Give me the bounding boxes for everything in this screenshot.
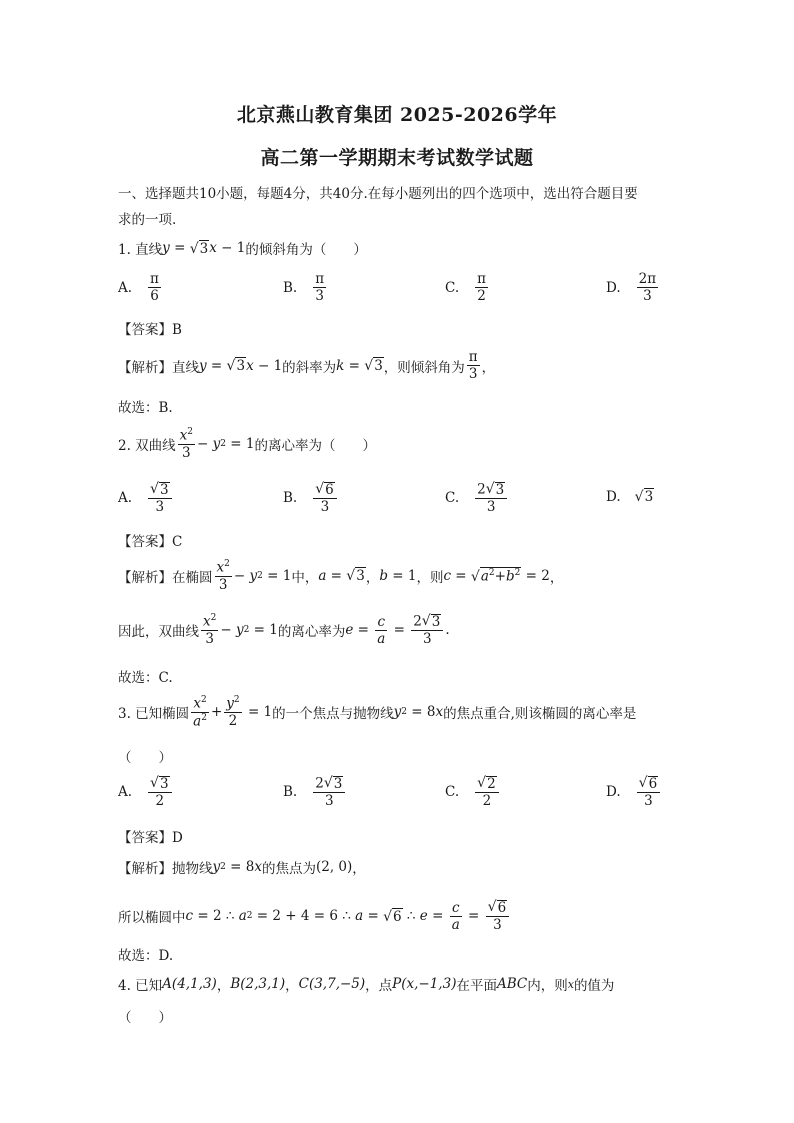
q1-answer: 【答案】B bbox=[118, 322, 182, 338]
q1-option-c[interactable]: C. $\frac{\pi}{2}$ bbox=[445, 271, 487, 305]
q3-analysis-line-1: 【解析】 抛物线 y 2 = 8 x 的焦点为 (2, 0) ， bbox=[118, 859, 366, 877]
q2-option-a[interactable]: A. √ 3 3 bbox=[118, 482, 174, 514]
question-4-stem: 4. 已知 A(4,1,3) ， B(2,3,1) ， C(3,7,−5) ，点 P(x,−1,3) 在平面 ABC 内，则 x 的值为 bbox=[118, 976, 615, 994]
q3-option-d[interactable]: D. √ 6 3 bbox=[606, 776, 662, 808]
section-instructions-line-2: 求的一项. bbox=[118, 212, 177, 228]
q2-option-d[interactable]: D. √ 3 bbox=[606, 488, 654, 505]
title-line-2: 高二第一学期期末考试数学试题 bbox=[260, 147, 534, 169]
q3-analysis-line-2: 所以椭圆中 c = 2 ∴ a 2 = 2 + 4 = 6 ∴ a = √ 6 ∴ e = $\frac{c}{a}$ = √ 6 3 bbox=[118, 900, 511, 932]
q2-conclusion: 故选：C. bbox=[118, 670, 173, 686]
question-2-stem: 2. 双曲线 $\frac{x^2}{3}$ − y 2 = 1 的离心率为（ ） bbox=[118, 427, 376, 461]
q2-answer: 【答案】C bbox=[118, 534, 183, 550]
q3-conclusion: 故选：D. bbox=[118, 948, 174, 964]
question-3-stem: 3. 已知椭圆 $\frac{x^2}{a^2}$ + $\frac{y^2}{2}$ = 1 的一个焦点与抛物线 y 2 = 8 x 的焦点重合,则该椭圆的离心率是 bbox=[118, 695, 637, 730]
q3-option-a[interactable]: A. √ 3 2 bbox=[118, 776, 174, 808]
question-1-suffix: 的倾斜角为（ ） bbox=[245, 242, 367, 258]
math-y-equals: y bbox=[162, 240, 170, 256]
q3-option-b[interactable]: B. 2 √ 3 3 bbox=[283, 776, 347, 808]
q1-conclusion: 故选：B. bbox=[118, 400, 173, 416]
q2-option-c[interactable]: C. 2 √ 3 3 bbox=[445, 482, 509, 514]
q1-option-b[interactable]: B. $\frac{\pi}{3}$ bbox=[283, 271, 325, 305]
section-instructions-line-1: 一、选择题共10小题，每题4分，共40分.在每小题列出的四个选项中，选出符合题目要 bbox=[118, 186, 638, 202]
question-1-stem: 1. 直线 y = √ 3 x − 1 的倾斜角为（ ） bbox=[118, 240, 367, 258]
question-1-prefix: 1. 直线 bbox=[118, 242, 163, 258]
q1-option-a[interactable]: A. $\frac{\pi}{6}$ bbox=[118, 271, 159, 305]
q2-option-b[interactable]: B. √ 6 3 bbox=[283, 482, 339, 514]
q3-answer: 【答案】D bbox=[118, 830, 183, 846]
question-3-paren: （ ） bbox=[118, 750, 172, 766]
question-4-paren: （ ） bbox=[118, 1010, 172, 1026]
q1-analysis: 【解析】 直线 y = √ 3 x − 1 的斜率为 k = √ 3 ，则倾斜角为 $\frac{\pi}{3}$ ， bbox=[118, 349, 496, 383]
q2-analysis-line-2: 因此，双曲线 $\frac{x^2}{3}$ − y 2 = 1 的离心率为 e = $\frac{c}{a}$ = 2 √ 3 3 . bbox=[118, 613, 450, 648]
q3-option-c[interactable]: C. √ 2 2 bbox=[445, 776, 501, 808]
sqrt-3: √ 3 bbox=[189, 240, 209, 257]
q2-analysis-line-1: 【解析】 在椭圆 $\frac{x^2}{3}$ − y 2 = 1 中， a = √ 3 ， b = 1 ，则 c = √ $a^2+b^2$ = 2 ， bbox=[118, 559, 564, 593]
title-line-1: 北京燕山教育集团 2025-2026学年 bbox=[236, 104, 558, 126]
q1-option-d[interactable]: D. $\frac{2\pi}{3}$ bbox=[606, 271, 657, 305]
